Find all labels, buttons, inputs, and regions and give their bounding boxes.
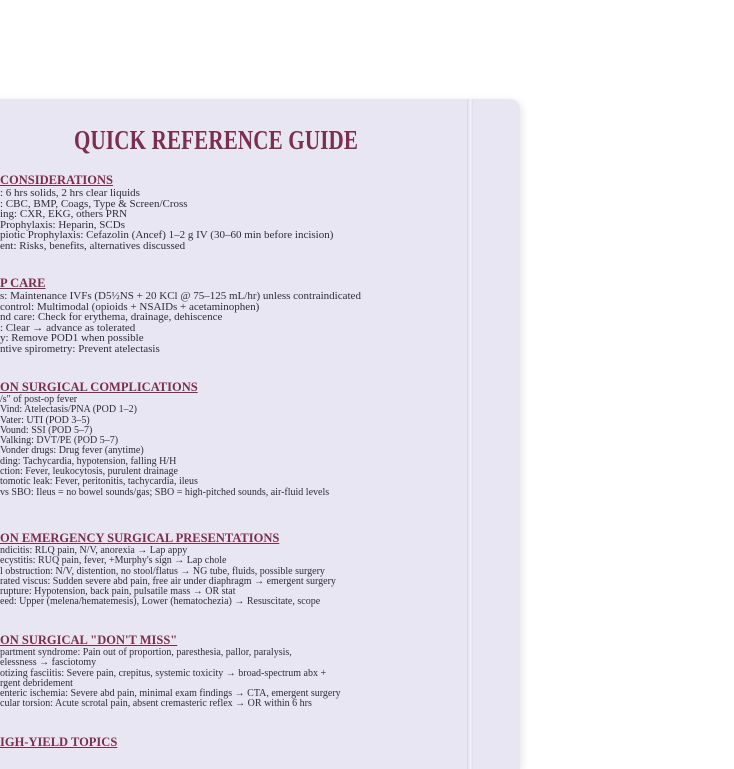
list-item: nd care: Check for erythema, drainage, dehiscence	[0, 311, 223, 324]
section-high-yield-topics	[0, 735, 478, 750]
list-item: control: Multimodal (opioids + NSAIDs + acetaminophen)	[0, 300, 260, 313]
list-item: : Clear → advance as tolerated	[0, 321, 136, 334]
list-item: tomotic leak: Fever, peritonitis, tachycardia, ileus	[0, 476, 198, 488]
list-item: rupture: Hypotension, back pain, pulsatile mass → OR stat	[0, 586, 236, 598]
section-postop-care	[0, 276, 478, 355]
list-item: ecystitis: RUQ pain, fever, +Murphy's sign → Lap chole	[0, 555, 227, 567]
list-item: Vonder drugs: Drug fever (anytime)	[0, 445, 144, 457]
list-item: y: Remove POD1 when possible	[0, 332, 144, 345]
list-item: ent: Risks, benefits, alternatives discussed	[0, 239, 186, 252]
list-item: otizing fasciitis: Severe pain, crepitus, systemic toxicity → broad-spectrum abx +	[0, 667, 327, 679]
guide-title: QUICK REFERENCE GUIDE	[74, 125, 359, 155]
section-heading: ON SURGICAL COMPLICATIONS	[0, 380, 198, 394]
reference-card	[0, 99, 520, 769]
list-item: eed: Upper (melena/hematemesis), Lower (hematochezia) → Resuscitate, scope	[0, 596, 321, 608]
list-item: Valking: DVT/PE (POD 5–7)	[0, 435, 119, 447]
list-item: rgent debridement	[0, 677, 73, 689]
section-complications	[0, 380, 478, 498]
list-item: Prophylaxis: Heparin, SCDs	[0, 218, 125, 231]
section-heading: ON SURGICAL "DON'T MISS"	[0, 633, 178, 647]
section-emergency-presentations	[0, 531, 478, 608]
list-item: /s" of post-op fever	[0, 394, 78, 405]
section-list	[0, 546, 478, 608]
list-item: elessness → fasciotomy	[0, 657, 97, 669]
list-item: l obstruction: N/V, distention, no stool/flatus → NG tube, fluids, possible surgery	[0, 565, 325, 577]
section-list	[0, 648, 478, 710]
list-item: vs SBO: Ileus = no bowel sounds/gas; SBO = high-pitched sounds, air-fluid levels	[0, 486, 330, 498]
section-list	[0, 291, 478, 355]
list-item: cular torsion: Acute scrotal pain, absent cremasteric reflex → OR within 6 hrs	[0, 698, 312, 710]
list-item: ntive spirometry: Prevent atelectasis	[0, 342, 160, 355]
section-preop-considerations	[0, 173, 478, 252]
list-item: rated viscus: Sudden severe abd pain, free air under diaphragm → emergent surgery	[0, 575, 336, 587]
section-dont-miss	[0, 633, 478, 710]
section-heading: IGH-YIELD TOPICS	[0, 735, 118, 749]
list-item: partment syndrome: Pain out of proportion, paresthesia, pallor, paralysis,	[0, 647, 292, 658]
list-item: s: Maintenance IVFs (D5½NS + 20 KCl @ 75–125 mL/hr) unless contraindicated	[0, 290, 361, 302]
list-item: : 6 hrs solids, 2 hrs clear liquids	[0, 187, 140, 199]
list-item: Vater: UTI (POD 3–5)	[0, 414, 90, 426]
list-item: Vound: SSI (POD 5–7)	[0, 424, 93, 436]
list-item: : CBC, BMP, Coags, Type & Screen/Cross	[0, 197, 188, 210]
list-item: enteric ischemia: Severe abd pain, minimal exam findings → CTA, emergent surgery	[0, 688, 341, 700]
list-item: piotic Prophylaxis: Cefazolin (Ancef) 1–2 g IV (30–60 min before incision)	[0, 229, 334, 242]
list-item: ndicitis: RLQ pain, N/V, anorexia → Lap appy	[0, 545, 188, 556]
list-item: ing: CXR, EKG, others PRN	[0, 208, 128, 221]
list-item: ction: Fever, leukocytosis, purulent drainage	[0, 466, 178, 478]
list-item: ding: Tachycardia, hypotension, falling H/H	[0, 455, 177, 467]
section-list	[0, 188, 478, 252]
section-heading: P CARE	[0, 276, 46, 290]
list-item: Vind: Atelectasis/PNA (POD 1–2)	[0, 404, 137, 416]
section-list	[0, 395, 478, 498]
section-heading: ON EMERGENCY SURGICAL PRESENTATIONS	[0, 531, 280, 545]
section-heading: CONSIDERATIONS	[0, 173, 113, 187]
